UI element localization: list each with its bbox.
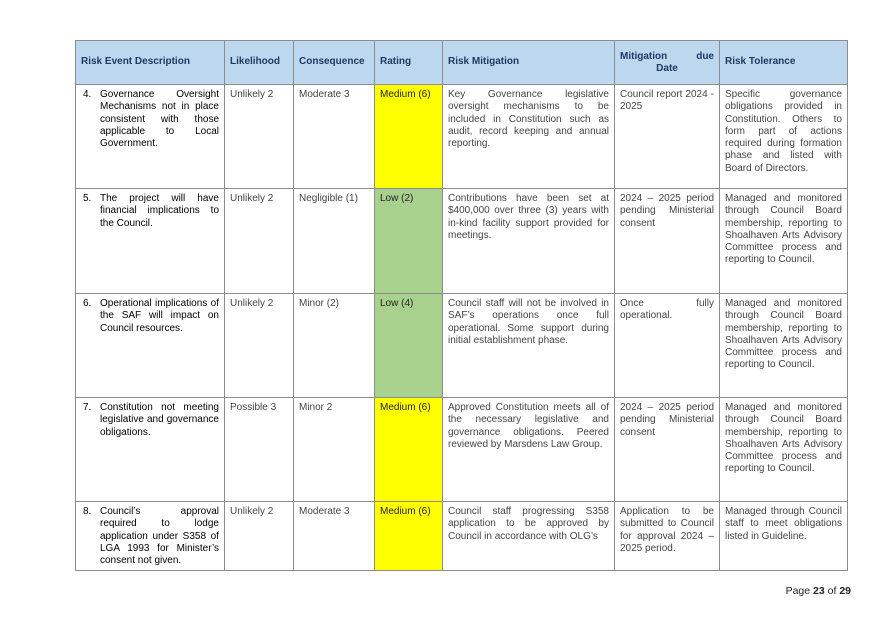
cell-likelihood: Possible 3 [225, 398, 294, 502]
cell-description [76, 85, 225, 189]
cell-due-date: Application to be submitted to Council for approval 2024 – 2025 period. [615, 502, 720, 571]
header-consequence: Consequence [294, 41, 375, 85]
risk-register-table [75, 40, 848, 571]
table-header-row [76, 41, 848, 85]
cell-description [76, 294, 225, 398]
table-row [76, 189, 848, 294]
risk-description: Operational implications of the SAF will impact on Council resources. [100, 298, 219, 334]
cell-likelihood: Unlikely 2 [225, 189, 294, 294]
page-label: Page [785, 585, 811, 597]
header-due-word1: Mitigation [620, 50, 668, 62]
row-number: 6. [83, 298, 92, 309]
cell-consequence: Minor (2) [294, 294, 375, 398]
risk-description: Constitution not meeting legislative and governance obligations. [100, 402, 219, 438]
table-row [76, 502, 848, 571]
cell-due-date: 2024 – 2025 period pending Ministerial consent [615, 189, 720, 294]
row-number: 5. [83, 193, 92, 204]
header-mitigation: Risk Mitigation [443, 41, 615, 85]
cell-description [76, 502, 225, 571]
cell-rating: Medium (6) [375, 398, 443, 502]
cell-consequence: Negligible (1) [294, 189, 375, 294]
cell-due-date: Once fully operational. [615, 294, 720, 398]
cell-likelihood: Unlikely 2 [225, 85, 294, 189]
cell-rating: Low (2) [375, 189, 443, 294]
cell-due-date: Council report 2024 - 2025 [615, 85, 720, 189]
cell-tolerance: Specific governance obligations provided in Constitution. Others to form part of actions required during formation phase and listed with Board of Directors. [720, 85, 848, 189]
page-total: 29 [839, 585, 851, 597]
cell-description [76, 189, 225, 294]
header-due-word3: Date [656, 62, 678, 74]
risk-description: The project will have financial implications to the Council. [100, 193, 219, 229]
header-mitigation-due-date [615, 41, 720, 85]
cell-tolerance: Managed and monitored through Council Board membership, reporting to Shoalhaven Arts Advisory Committee process and reporting to Council. [720, 189, 848, 294]
header-description: Risk Event Description [76, 41, 225, 85]
page-of: of [827, 585, 837, 597]
table-row [76, 294, 848, 398]
cell-tolerance: Managed and monitored through Council Board membership, reporting to Shoalhaven Arts Advisory Committee process and reporting to Council. [720, 294, 848, 398]
table-row [76, 85, 848, 189]
row-number: 7. [83, 402, 92, 413]
page-current: 23 [813, 585, 825, 597]
cell-due-date: 2024 – 2025 period pending Ministerial consent [615, 398, 720, 502]
cell-likelihood: Unlikely 2 [225, 502, 294, 571]
cell-mitigation: Key Governance legislative oversight mechanisms to be included in Constitution such as audit, record keeping and annual reporting. [443, 85, 615, 189]
risk-description: Governance Oversight Mechanisms not in place consistent with those applicable to Local Government. [100, 89, 219, 150]
table-row [76, 398, 848, 502]
cell-consequence: Minor 2 [294, 398, 375, 502]
cell-mitigation: Council staff will not be involved in SAF’s operations once full operational. Some support during initial establishment phase. [443, 294, 615, 398]
cell-likelihood: Unlikely 2 [225, 294, 294, 398]
cell-rating: Medium (6) [375, 502, 443, 571]
cell-mitigation: Contributions have been set at $400,000 over three (3) years with in-kind facility support provided for meetings. [443, 189, 615, 294]
cell-rating: Medium (6) [375, 85, 443, 189]
cell-tolerance: Managed through Council staff to meet obligations listed in Guideline. [720, 502, 848, 571]
cell-consequence: Moderate 3 [294, 85, 375, 189]
header-likelihood: Likelihood [225, 41, 294, 85]
cell-mitigation: Council staff progressing S358 application to be approved by Council in accordance with OLG’s [443, 502, 615, 571]
cell-mitigation: Approved Constitution meets all of the necessary legislative and governance obligations. Peered reviewed by Marsdens Law Group. [443, 398, 615, 502]
risk-description: Council’s approval required to lodge application under S358 of LGA 1993 for Minister’s consent not given. [100, 506, 219, 567]
row-number: 4. [83, 89, 92, 100]
cell-consequence: Moderate 3 [294, 502, 375, 571]
cell-rating: Low (4) [375, 294, 443, 398]
row-number: 8. [83, 506, 92, 517]
cell-tolerance: Managed and monitored through Council Board membership, reporting to Shoalhaven Arts Advisory Committee process and reporting to Council. [720, 398, 848, 502]
header-tolerance: Risk Tolerance [720, 41, 848, 85]
header-due-word2: due [696, 50, 714, 62]
header-rating: Rating [375, 41, 443, 85]
page-footer [786, 585, 851, 597]
cell-description [76, 398, 225, 502]
